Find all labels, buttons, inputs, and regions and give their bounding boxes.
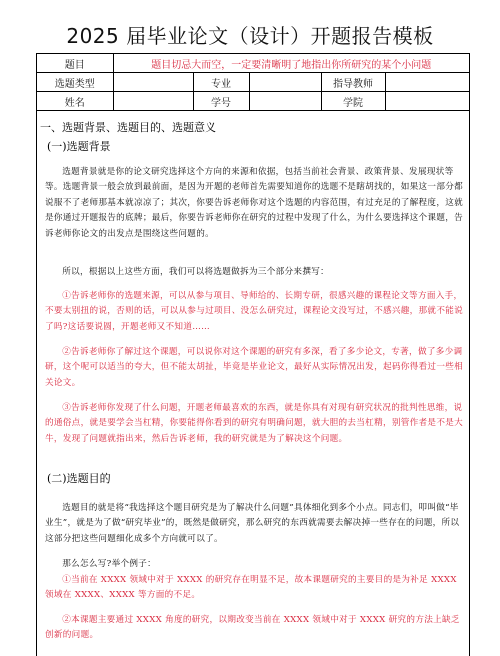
advisor-label: 指导教师	[321, 73, 385, 92]
example-intro: 那么怎么写?举个例子：	[62, 559, 157, 569]
type-label: 选题类型	[37, 73, 113, 92]
example-1-paragraph: ①当前在 XXXX 领域中对于 XXXX 的研究存在明显不足，故本课题研究的主要目的是为补足 XXXX 领域在 XXXX、XXXX 等方面的不足。	[45, 575, 457, 601]
purpose-paragraph: 选题目的就是将“我选择这个题目研究是为了解决什么问题”具体细化到多个小点。同志们，叩叫做“毕业生”，就是为了做“研究毕业”的，既然是做研究，那么研究的东西就需要去解决掉一些存在的问题，所以这部分把这些问题细化成多个方向就可以了。	[45, 503, 460, 544]
advisor-value[interactable]	[385, 73, 469, 92]
name-label: 姓名	[37, 92, 113, 111]
topic-value[interactable]: 题目切忌大而空，一定要清晰明了地指出你所研究的某个小问题	[113, 54, 469, 73]
major-label: 专业	[193, 73, 249, 92]
split-intro-paragraph: 所以，根据以上这些方面，我们可以将选题做拆为三个部分来撰写：	[62, 267, 330, 277]
college-value[interactable]	[385, 92, 469, 111]
topic-label: 题目	[37, 54, 113, 73]
subheading-background: (一)选题背景	[47, 140, 111, 153]
college-label: 学院	[321, 92, 385, 111]
id-label: 学号	[193, 92, 249, 111]
page-title: 2025 届毕业论文（设计）开题报告模板	[66, 24, 434, 48]
info-table	[37, 54, 469, 111]
name-value[interactable]	[113, 92, 193, 111]
subheading-purpose: (二)选题目的	[47, 472, 111, 485]
id-value[interactable]	[249, 92, 321, 111]
background-paragraph: 选题背景就是你的论文研究选择这个方向的来源和依据，包括当前社会背景、政策背景、发展现状等等。选题背景一般会放到最前面，是因为开题的老师首先需要知道你的选题不是瞎胡找的，如果这一部分都说服不了老师那基本就凉凉了；其次，你要告诉老师你对这个选题的内容范围，有过充足的了解程度，这就是你通过开题报告的底牌；最后，你要告诉老师你在研究的过程中发现了什么，为什么要选择这个课题，告诉老师你论文的出发点是围绕这些问题的。	[45, 167, 464, 239]
point-2-paragraph: ②告诉老师你了解过这个课题，可以说你对这个课题的研究有多深，看了多少论文，专著，做了多少调研，这个呢可以适当的夸大，但不能太胡扯，毕竟是毕业论文，最好从实际情况出发，起码你得看过一些相关论文。	[45, 347, 464, 388]
point-3-paragraph: ③告诉老师你发现了什么问题，开题老师最喜欢的东西，就是你具有对现有研究状况的批判性思维，说的通俗点，就是要学会当杠精，你要能得你看到的研究有明确问题，就大胆的去当杠精，别管作者是不是大牛，发现了问题就指出来，然后告诉老师，我的研究就是为了解决这个问题。	[45, 403, 464, 444]
section-heading: 一、选题背景、选题目的、选题意义	[40, 121, 216, 134]
report-sheet	[36, 53, 470, 656]
major-value[interactable]	[249, 73, 321, 92]
type-value[interactable]	[113, 73, 193, 92]
point-1-paragraph: ①告诉老师你的选题来源，可以从参与项目、导师给的、长期专研，很感兴趣的课程论文等方面入手，不要太别扭的说，否则的话，可以从参与过项目、没怎么研究过，课程论文没写过，不感兴趣，那就不能说了吗?这话要说圆，开题老师又不知道……	[45, 291, 464, 332]
example-2-paragraph: ②本课题主要通过 XXXX 角度的研究，以期改变当前在 XXXX 领域中对于 XXXX 研究的方法上缺乏创新的问题。	[45, 615, 460, 641]
